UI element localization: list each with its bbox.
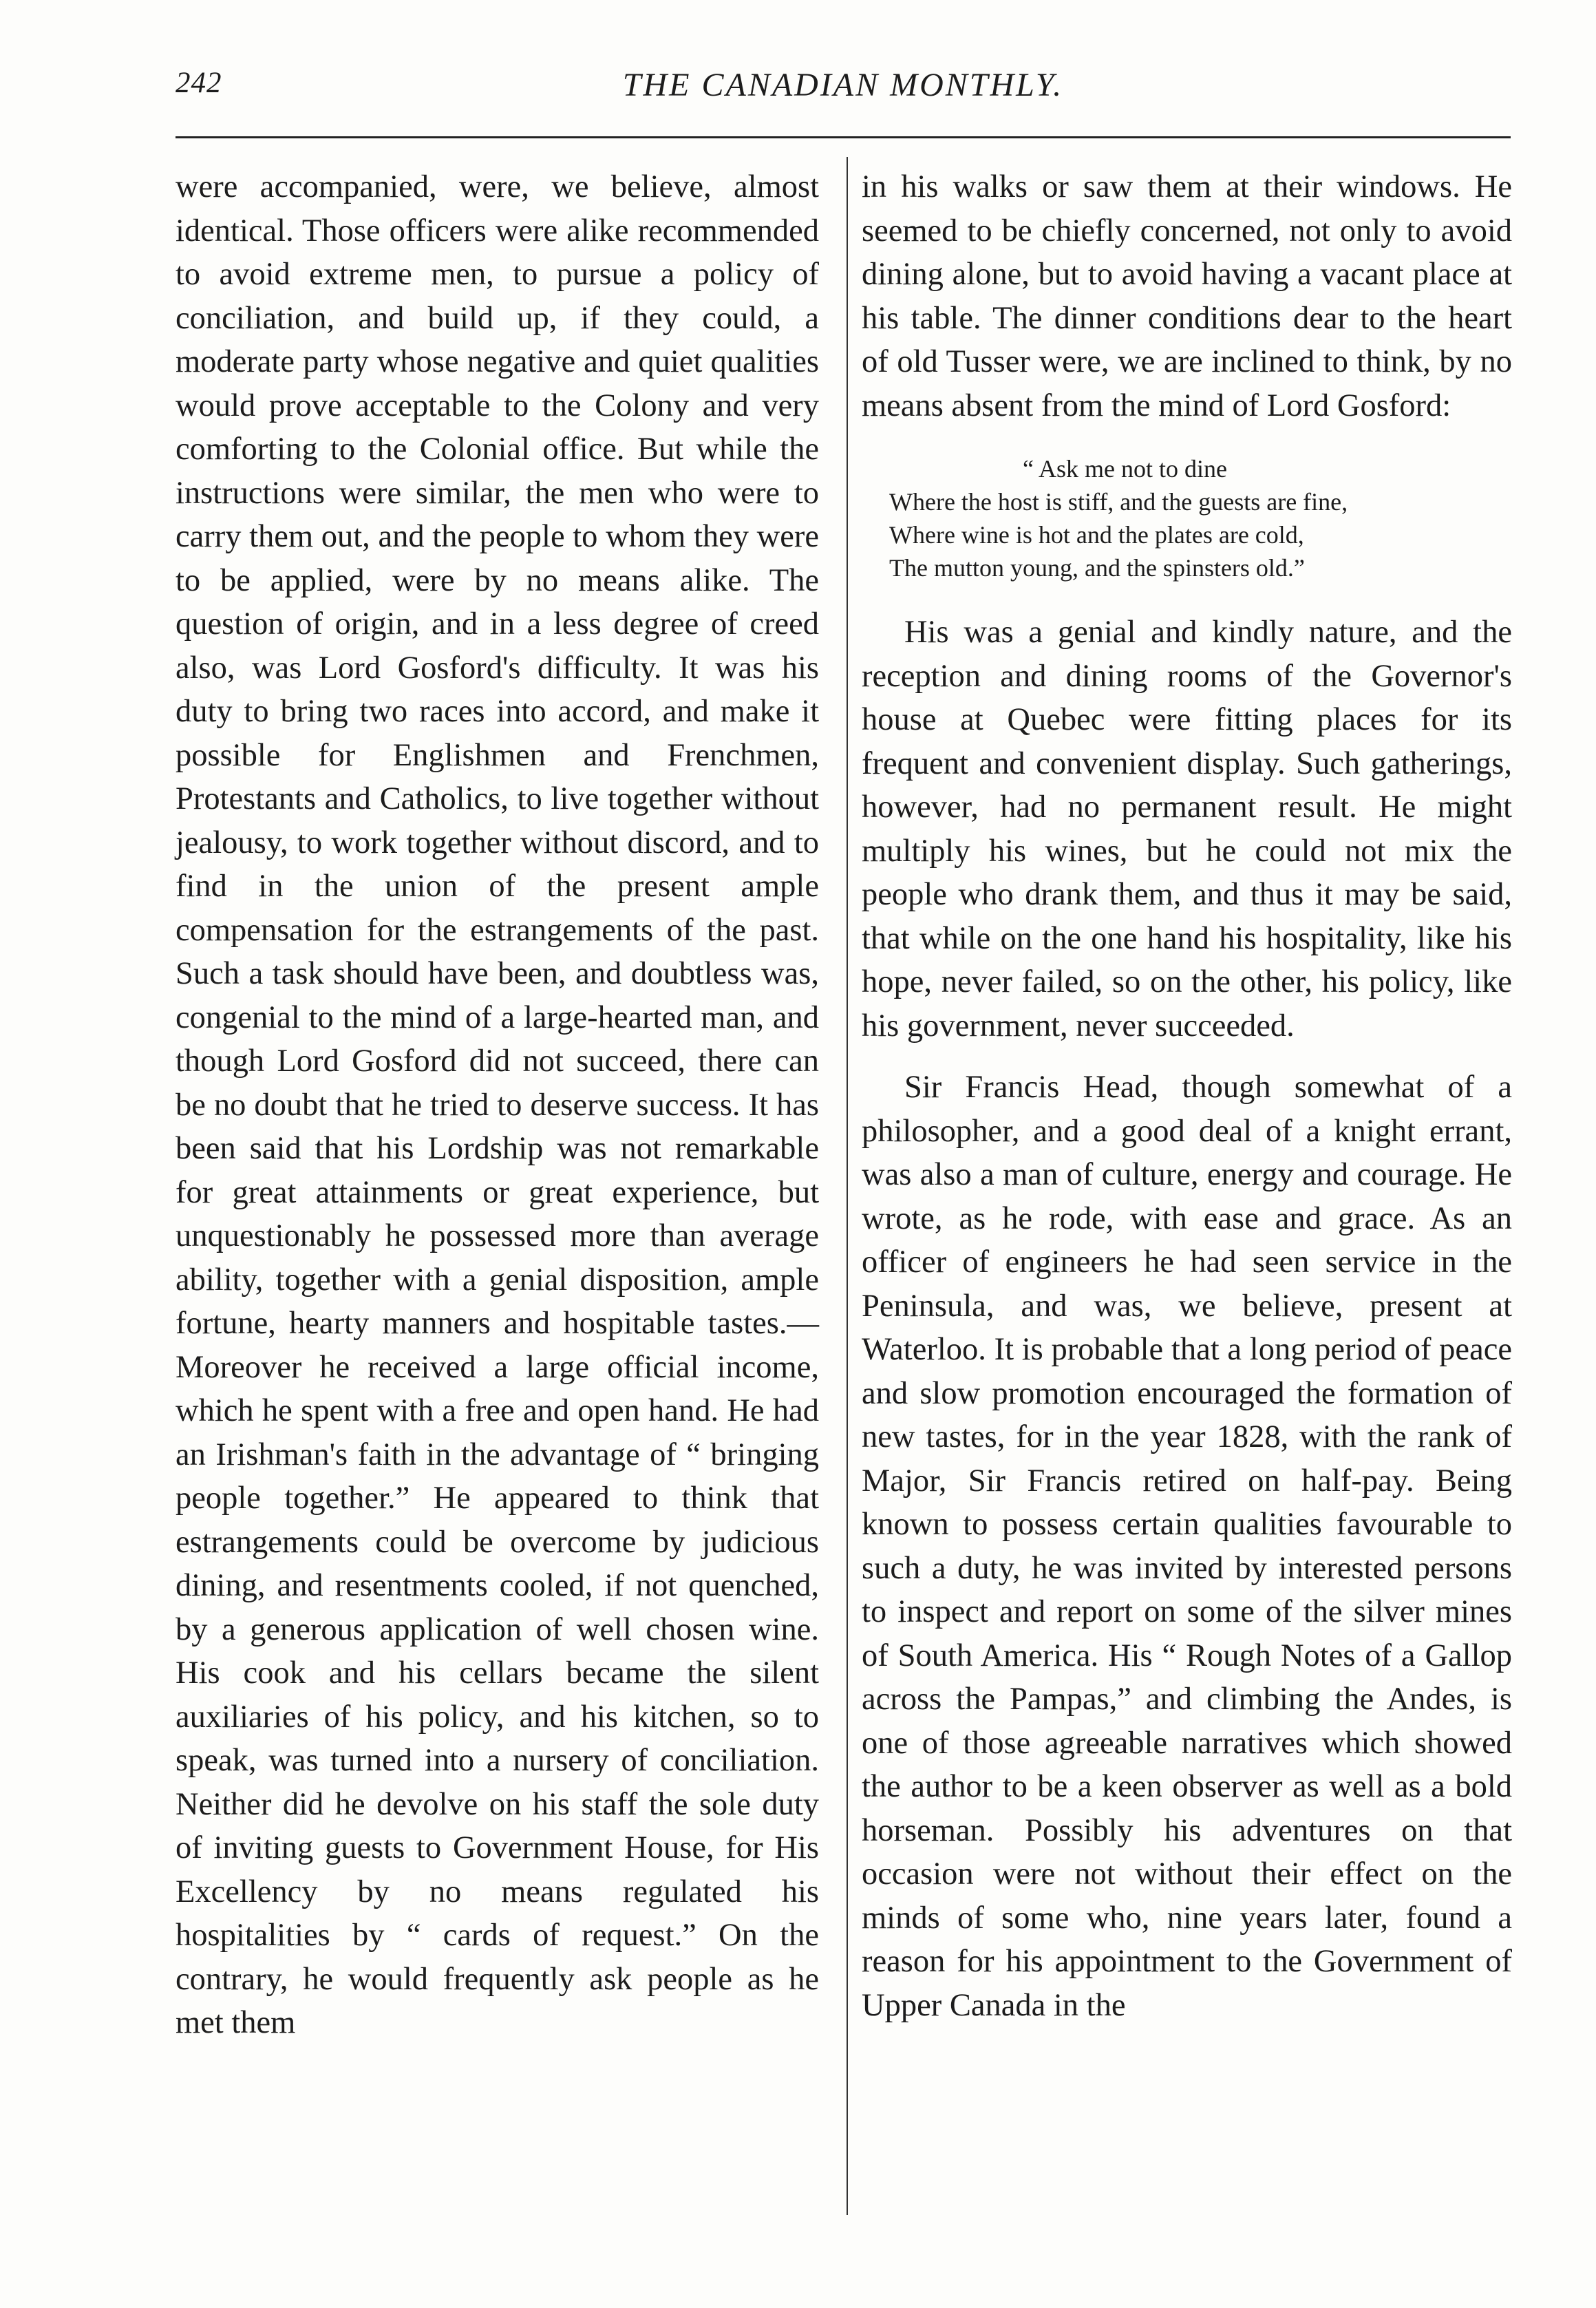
page-number: 242 [175,67,222,99]
verse-quotation [862,452,1512,584]
verse-line: The mutton young, and the spinsters old.” [889,554,1305,582]
right-column [862,165,1512,2027]
verse-line: Where the host is stiff, and the guests are fine, [889,488,1348,516]
verse-line: Where wine is hot and the plates are cold, [889,521,1304,549]
paragraph: in his walks or saw them at their windows. He seemed to be chiefly concerned, not only to avoid dining alone, but to avoid having a vacant place at his table. The dinner conditions dear to the heart of old Tusser were, we are inclined to think, by no means absent from the mind of Lord Gosford: [862,169,1512,423]
paragraph: His was a genial and kindly nature, and the reception and dining rooms of the Governor's house at Quebec were fitting places for its frequent and convenient display. Such gatherings, however, had no permanent result. He might multiply his wines, but he could not mix the people who drank them, and thus it may be said, that while on the one hand his hospitality, like his hope, never failed, so on the other, his policy, like his government, never succeeded. [862,615,1512,1044]
column-divider [847,157,848,2215]
paragraph: Sir Francis Head, though somewhat of a philosopher, and a good deal of a knight errant, was also a man of culture, energy and courage. He wrote, as he rode, with ease and grace. As an officer of engineers he had seen service in the Peninsula, and was, we believe, present at Waterloo. It is probable that a long period of peace and slow promotion encouraged the formation of new tastes, for in the year 1828, with the rank of Major, Sir Francis retired on half-pay. Being known to possess certain qualities favourable to such a duty, he was invited by interested persons to inspect and report on some of the silver mines of South America. His “ Rough Notes of a Gallop across the Pampas,” and climbing the Andes, is one of those agreeable narratives which showed the author to be a keen observer as well as a bold horseman. Possibly his adventures on that occasion were not without their effect on the minds of some who, nine years later, found a reason for his appointment to the Government of Upper Canada in the [862,1070,1512,2023]
page-header [175,66,1511,107]
left-column [175,165,819,2045]
running-title: THE CANADIAN MONTHLY. [622,67,1064,103]
paragraph: were accompanied, were, we believe, almost identical. Those officers were alike recommended to avoid extreme men, to pursue a policy of conciliation, and build up, if they could, a moderate party whose negative and quiet qualities would prove acceptable to the Colony and very comforting to the Colonial office. But while the instructions were similar, the men who were to carry them out, and the people to whom they were to be applied, were by no means alike. The question of origin, and in a less degree of creed also, was Lord Gosford's difficulty. It was his duty to bring two races into accord, and make it possible for Englishmen and Frenchmen, Protestants and Catholics, to live together without jealousy, to work together without discord, and to find in the union of the present ample compensation for the estrangements of the past. Such a task should have been, and doubtless was, congenial to the mind of a large-hearted man, and though Lord Gosford did not succeed, there can be no doubt that he tried to deserve success. It has been said that his Lordship was not remarkable for great attainments or great experience, but unquestionably he possessed more than average ability, together with a genial disposition, ample fortune, hearty manners and hospitable tastes.—Moreover he received a large official income, which he spent with a free and open hand. He had an Irishman's faith in the advantage of “ bringing people together.” He appeared to think that estrangements could be overcome by judicious dining, and resentments cooled, if not quenched, by a generous application of well chosen wine. His cook and his cellars became the silent auxiliaries of his policy, and his kitchen, so to speak, was turned into a nursery of conciliation. Neither did he devolve on his staff the sole duty of inviting guests to Government House, for His Excellency by no means regulated his hospitalities by “ cards of request.” On the contrary, he would frequently ask people as he met them [175,169,819,2040]
header-rule [175,136,1511,138]
verse-line: “ Ask me not to dine [1023,455,1227,483]
